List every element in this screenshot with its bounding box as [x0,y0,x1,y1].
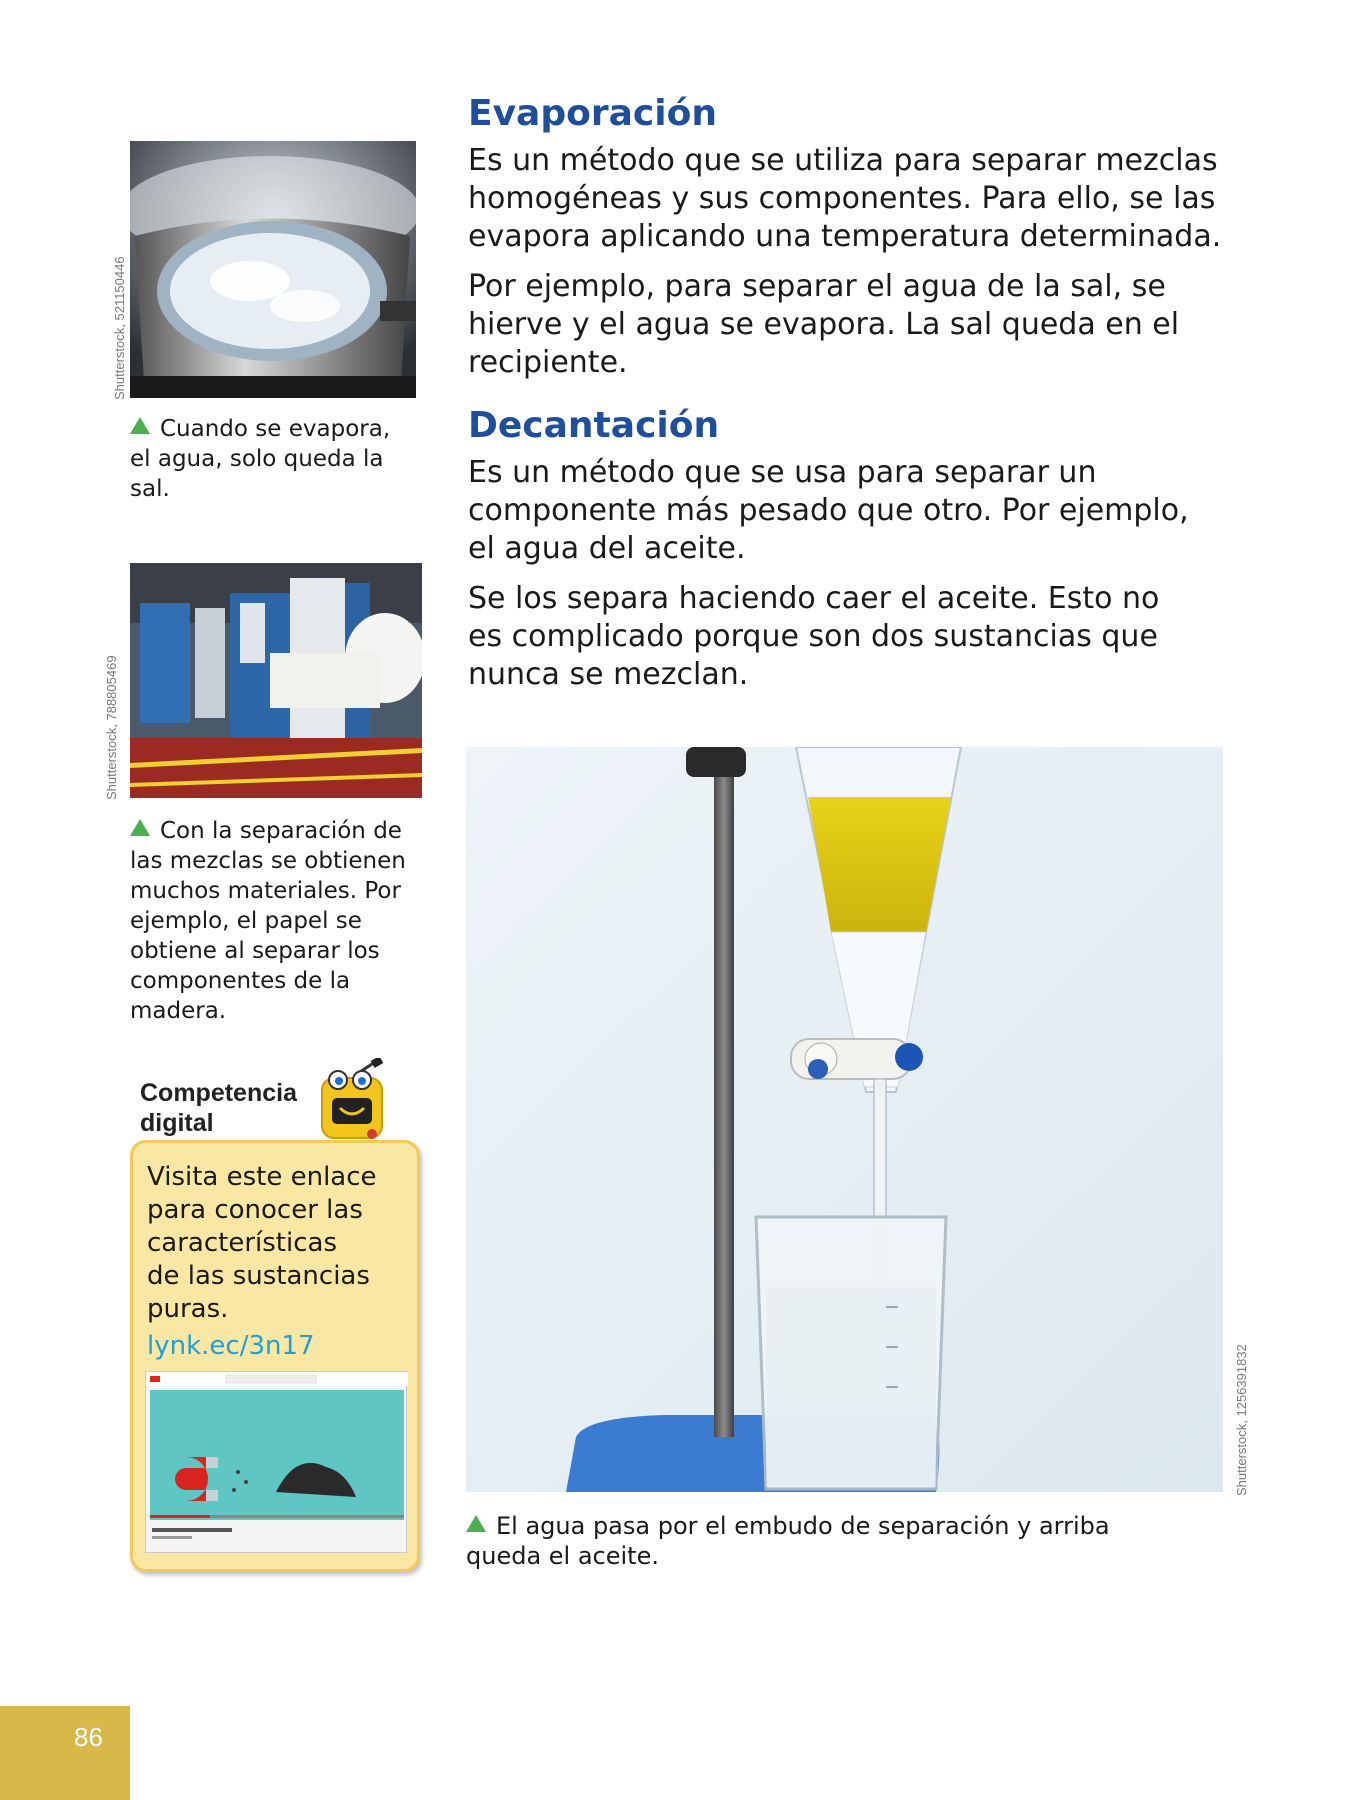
photo2-caption [130,816,430,1026]
text-line: Es un método que se utiliza para separar mezclas [468,143,1218,178]
competencia-digital-box [130,1140,420,1572]
caption-line: Con la separación de [160,818,402,844]
caption-line: el agua, solo queda la [130,446,384,472]
triangle-bullet-icon [130,819,150,836]
evaporacion-paragraph-1 [468,142,1238,256]
caption-line: queda el aceite. [466,1542,659,1570]
evaporacion-paragraph-2 [468,268,1238,382]
caption-line: sal. [130,476,170,502]
paper-factory-photo [130,563,422,798]
text-line: el agua del aceite. [468,531,746,566]
caption-line: obtiene al separar los [130,938,380,964]
caption-line: ejemplo, el papel se [130,908,362,934]
competencia-text [147,1161,409,1326]
caption-line: las mezclas se obtienen [130,848,406,874]
text-line: homogéneas y sus componentes. Para ello, se las [468,181,1216,216]
triangle-bullet-icon [130,417,150,434]
text-line: recipiente. [468,345,628,380]
competencia-digital-title [140,1078,340,1138]
text-line: puras. [147,1294,229,1324]
caption-line: madera. [130,998,227,1024]
decantacion-paragraph-1 [468,454,1238,568]
text-line: Es un método que se usa para separar un [468,455,1097,490]
visita-lead: Visita [147,1162,219,1192]
photo1-caption [130,414,430,504]
video-thumbnail[interactable] [145,1371,407,1553]
text-line: Se los separa haciendo caer el aceite. Esto no [468,581,1160,616]
caption-line: El agua pasa por el embudo de separación y arriba [496,1512,1110,1540]
text-line: de las sustancias [147,1261,370,1291]
text-line: este enlace [226,1162,377,1192]
text-line: nunca se mezclan. [468,657,749,692]
text-line: características [147,1228,337,1258]
title-line: digital [140,1109,214,1137]
text-line: Por ejemplo, para separar el agua de la sal, se [468,269,1166,304]
lynk-link[interactable]: lynk.ec/3n17 [147,1331,315,1361]
caption-line: muchos materiales. Por [130,878,401,904]
text-line: hierve y el agua se evapora. La sal queda en el [468,307,1180,342]
caption-line: Cuando se evapora, [160,416,391,442]
photo-credit-1: Shutterstock, 521150446 [112,256,127,400]
evaporacion-title: Evaporación [468,93,717,134]
page-number: 86 [74,1722,103,1752]
text-line: evapora aplicando una temperatura determinada. [468,219,1222,254]
robot-mascot-icon [312,1058,392,1148]
evaporacion-section [468,92,1238,382]
boiling-water-photo [130,141,416,398]
text-line: para conocer las [147,1195,363,1225]
decantacion-title: Decantación [468,405,720,446]
text-line: es complicado porque son dos sustancias que [468,619,1158,654]
photo3-caption [466,1511,1226,1571]
decantacion-paragraph-2 [468,580,1238,694]
decantacion-section [468,404,1238,694]
triangle-bullet-icon [466,1515,486,1532]
text-line: componente más pesado que otro. Por ejemplo, [468,493,1189,528]
caption-line: componentes de la [130,968,351,994]
page-number-band [0,1706,130,1800]
separatory-funnel-photo [466,747,1223,1492]
photo-credit-2: Shutterstock, 788805469 [104,655,119,800]
photo-credit-3: Shutterstock, 1256391832 [1234,1344,1249,1496]
title-line: Competencia [140,1079,297,1107]
